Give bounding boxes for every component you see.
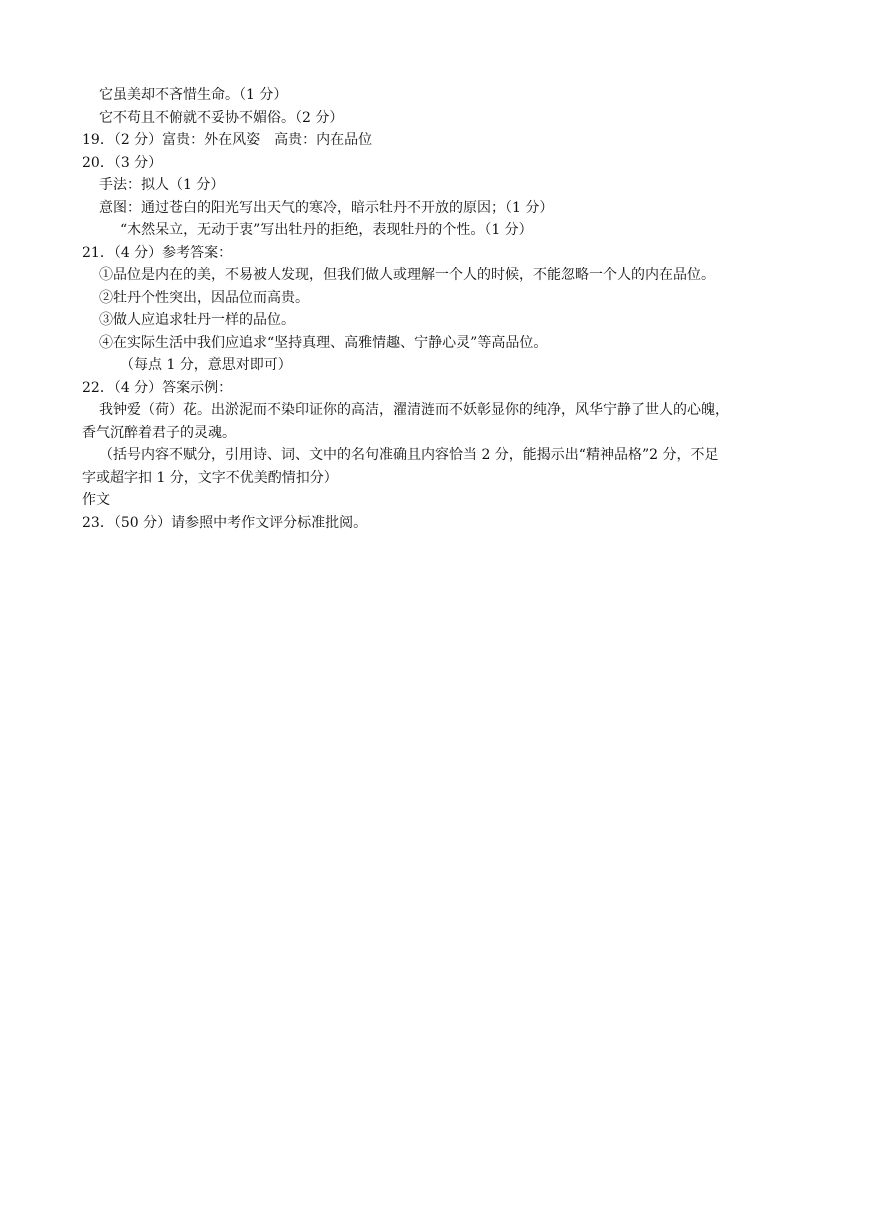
answer-20-technique: 手法：拟人（1 分） [99, 177, 225, 193]
answer-22-heading: 22．（4 分）答案示例： [82, 379, 233, 396]
answer-20-intent-continued: “木然呆立，无动于衷”写出牡丹的拒绝，表现牡丹的个性。（1 分） [120, 222, 533, 238]
answer-19: 19．（2 分）富贵：外在风姿 高贵：内在品位 [82, 132, 373, 148]
answer-21-heading: 21．（4 分）参考答案： [82, 244, 233, 261]
section-heading-composition: 作文 [82, 492, 110, 508]
answer-20-heading: 20．（3 分） [82, 154, 163, 171]
answer-23: 23．（50 分）请参照中考作文评分标准批阅。 [82, 514, 368, 531]
answer-21-point-1: ①品位是内在的美，不易被人发现，但我们做人或理解一个人的时候，不能忽略一个人的内在品位。 [99, 267, 715, 283]
answer-line-18-part2: 它不苟且不俯就不妥协不媚俗。（2 分） [99, 109, 344, 126]
answer-21-scoring-note: （每点 1 分，意思对即可） [120, 357, 292, 373]
answer-21-point-4: ④在实际生活中我们应追求“坚持真理、高雅情趣、宁静心灵”等高品位。 [99, 334, 548, 351]
answer-21-point-3: ③做人应追求牡丹一样的品位。 [99, 312, 295, 328]
answer-22-scoring-note-line-1: （括号内容不赋分，引用诗、词、文中的名句准确且内容恰当 2 分，能揭示出“精神品格”2 分，不足 [99, 447, 719, 463]
answer-21-point-2: ②牡丹个性突出，因品位而高贵。 [99, 289, 309, 306]
answer-22-scoring-note-line-2: 字或超字扣 1 分，文字不优美酌情扣分） [82, 469, 338, 486]
answer-line-18-part1: 它虽美却不吝惜生命。（1 分） [99, 87, 288, 103]
answer-22-example-line-2: 香气沉醉着君子的灵魂。 [82, 424, 236, 441]
answer-20-intent: 意图：通过苍白的阳光写出天气的寒冷，暗示牡丹不开放的原因；（1 分） [99, 199, 554, 216]
answer-22-example-line-1: 我钟爱（荷）花。出淤泥而不染印证你的高洁，濯清涟而不妖彰显你的纯净，风华宁静了世人的心魄， [99, 402, 729, 418]
answer-key-page [82, 84, 802, 534]
